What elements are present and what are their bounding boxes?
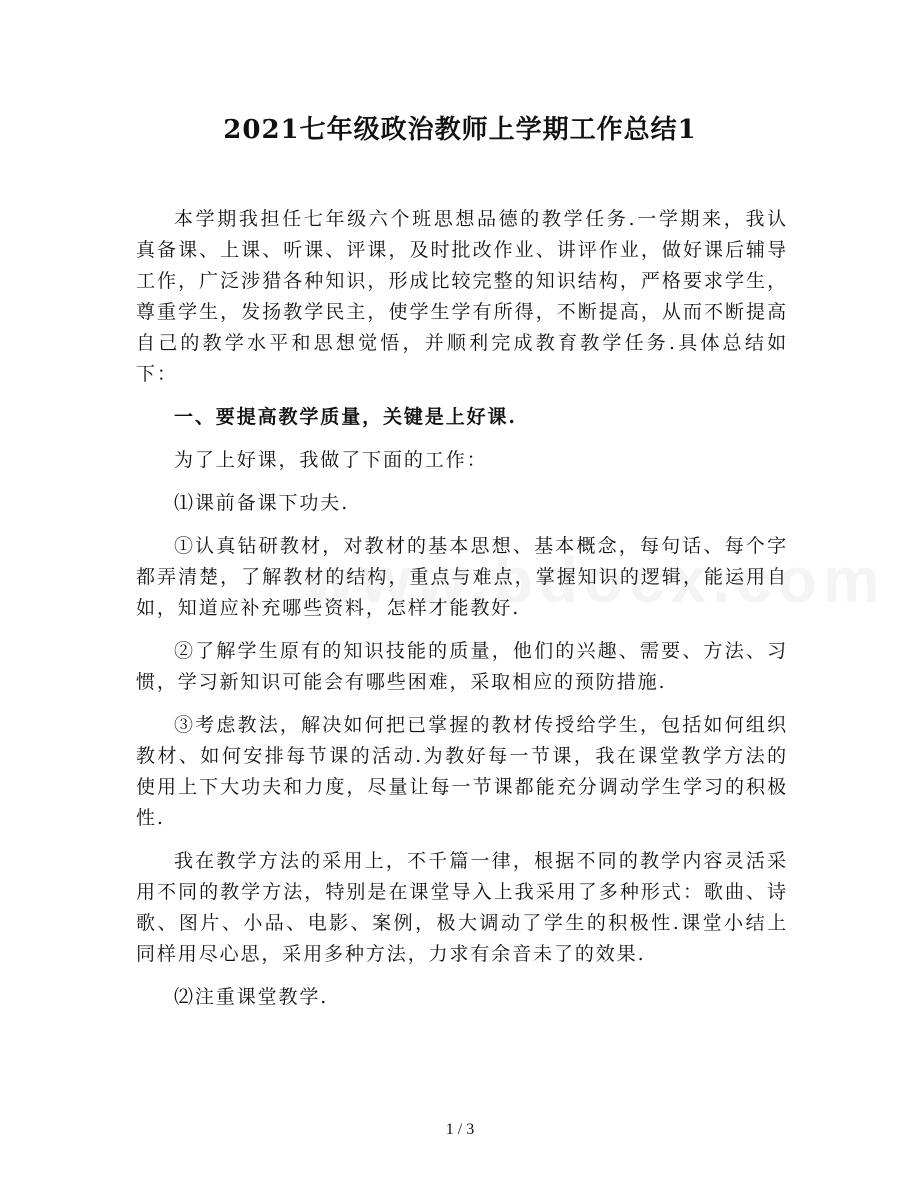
paragraph-intro: 本学期我担任七年级六个班思想品德的教学任务.一学期来，我认真备课、上课、听课、评课，及时批改作业、讲评作业，做好课后辅导工作，广泛涉猎各种知识，形成比较完整的知识结构，严格要求学生，尊重学生，发扬教学民主，使学生学有所得，不断提高，从而不断提高自己的教学水平和思想觉悟，并顺利完成教育教学任务.具体总结如下：	[136, 208, 788, 385]
paragraph-prep-intro: 为了上好课，我做了下面的工作：	[174, 449, 488, 471]
page-indicator: 1 / 3	[445, 1121, 475, 1138]
document-title: 2021七年级政治教师上学期工作总结1	[223, 115, 697, 145]
document-body	[136, 204, 788, 1025]
paragraph-item-1: ①认真钻研教材，对教材的基本思想、基本概念，每句话、每个字都弄清楚，了解教材的结构，重点与难点，掌握知识的逻辑，能运用自如，知道应补充哪些资料，怎样才能教好.	[136, 535, 788, 619]
section-heading-1: 一、要提高教学质量，关键是上好课.	[174, 406, 517, 428]
paragraph-subheading-2: ⑵注重课堂教学.	[174, 986, 329, 1008]
paragraph-subheading-1: ⑴课前备课下功夫.	[174, 492, 350, 514]
paragraph-methods: 我在教学方法的采用上，不千篇一律，根据不同的教学内容灵活采用不同的教学方法，特别是在课堂导入上我采用了多种形式：歌曲、诗歌、图片、小品、电影、案例，极大调动了学生的积极性.课堂小结上同样用尽心思，采用多种方法，力求有余音未了的效果.	[136, 850, 788, 965]
paragraph-item-2: ②了解学生原有的知识技能的质量，他们的兴趣、需要、方法、习惯，学习新知识可能会有哪些困难，采取相应的预防措施.	[136, 640, 788, 693]
paragraph-item-3: ③考虑教法，解决如何把已掌握的教材传授给学生，包括如何组织教材、如何安排每节课的活动.为教好每一节课，我在课堂教学方法的使用上下大功夫和力度，尽量让每一节课都能充分调动学生学习的积极性.	[136, 714, 788, 829]
